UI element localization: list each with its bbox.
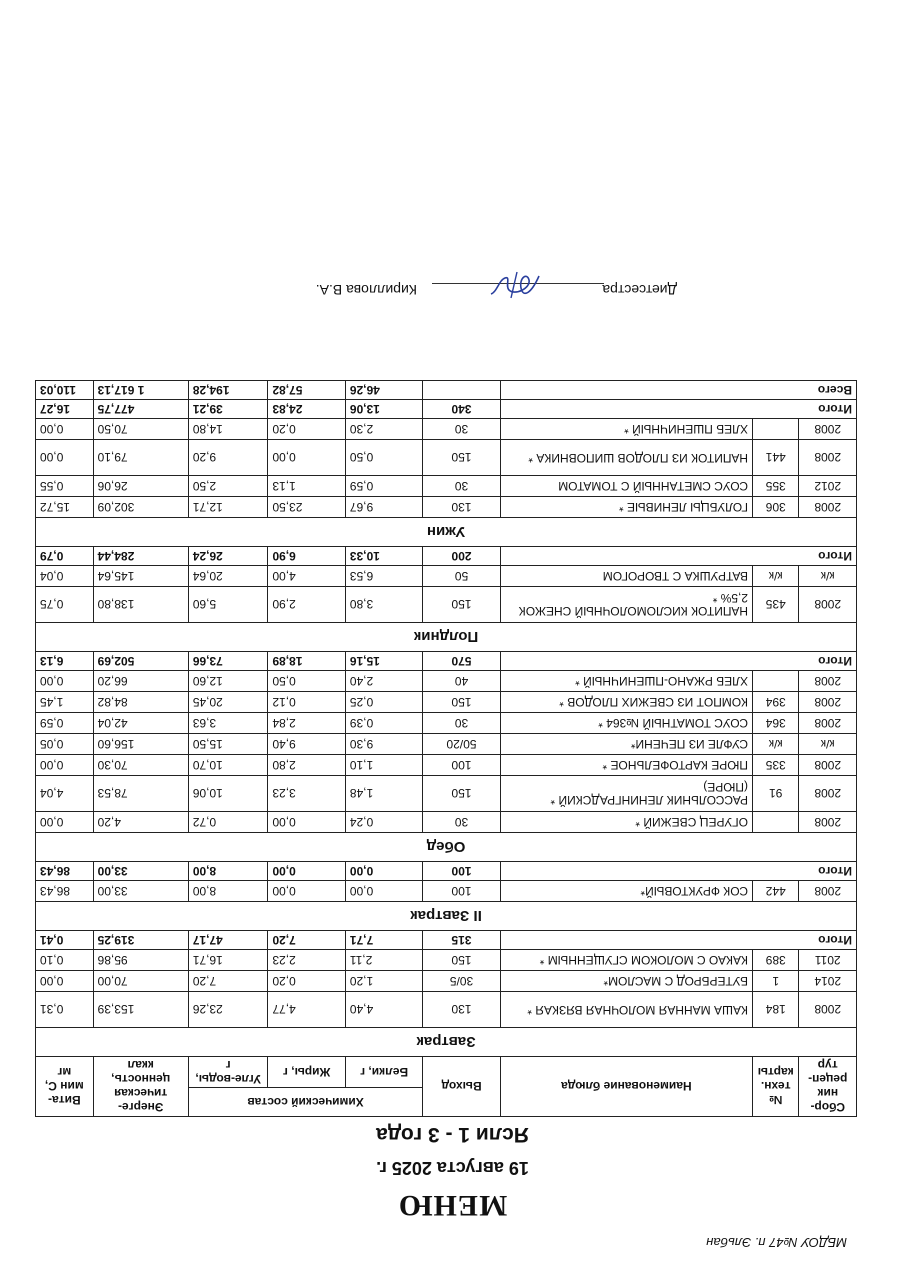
- dish-name-cell: ХЛЕБ РЖАНО-ПШЕНИЧНЫЙ *: [500, 671, 752, 692]
- header-collection: Сбор-ник рецеп-тур: [799, 1057, 857, 1117]
- collection-cell: 2014: [799, 971, 857, 992]
- vitamin-cell: 0,05: [36, 734, 94, 755]
- total-carbs: 47,17: [188, 931, 268, 950]
- collection-cell: 2008: [799, 497, 857, 518]
- fat-cell: 0,20: [268, 971, 345, 992]
- output-cell: 150: [423, 587, 500, 623]
- dish-name-cell: РАССОЛЬНИК ЛЕНИНГРАДСКИЙ * (ПЮРЕ): [500, 776, 752, 812]
- total-energy: 319,25: [93, 931, 188, 950]
- table-row: [36, 776, 857, 812]
- section-title: II Завтрак: [36, 902, 857, 931]
- dish-name-cell: СОУС СМЕТАННЫЙ С ТОМАТОМ: [500, 476, 752, 497]
- tech-card-cell: 394: [753, 692, 799, 713]
- total-protein: 10,33: [345, 547, 422, 566]
- grand-total-row: [36, 381, 857, 400]
- protein-cell: 2,40: [345, 671, 422, 692]
- output-cell: 50/20: [423, 734, 500, 755]
- table-row: [36, 497, 857, 518]
- dish-name-cell: КОМПОТ ИЗ СВЕЖИХ ПЛОДОВ *: [500, 692, 752, 713]
- output-cell: 150: [423, 440, 500, 476]
- total-energy: 284,44: [93, 547, 188, 566]
- dish-name-cell: КАКАО С МОЛОКОМ СГУЩЕННЫМ *: [500, 950, 752, 971]
- vitamin-cell: 86,43: [36, 881, 94, 902]
- total-label: Итого: [500, 862, 856, 881]
- protein-cell: 9,30: [345, 734, 422, 755]
- carbs-cell: 8,00: [188, 881, 268, 902]
- energy-cell: 42,04: [93, 713, 188, 734]
- table-header-row: [36, 1088, 857, 1117]
- total-fat: 24,83: [268, 400, 345, 419]
- table-row: [36, 713, 857, 734]
- energy-cell: 79,10: [93, 440, 188, 476]
- carbs-cell: 23,26: [188, 992, 268, 1028]
- menu-table: [35, 380, 857, 1117]
- energy-cell: 153,39: [93, 992, 188, 1028]
- total-carbs: 39,21: [188, 400, 268, 419]
- total-label: Итого: [500, 547, 856, 566]
- tech-card-cell: [753, 812, 799, 833]
- output-cell: 50: [423, 566, 500, 587]
- dish-name-cell: БУТЕРБРОД С МАСЛОМ*: [500, 971, 752, 992]
- signature-role: Диетсестра: [602, 282, 677, 298]
- output-cell: 30: [423, 812, 500, 833]
- table-row: [36, 692, 857, 713]
- fat-cell: 4,77: [268, 992, 345, 1028]
- vitamin-cell: 1,45: [36, 692, 94, 713]
- grand-total-section: [36, 381, 857, 400]
- protein-cell: 0,39: [345, 713, 422, 734]
- dish-name-cell: ОГУРЕЦ СВЕЖИЙ *: [500, 812, 752, 833]
- age-group: Ясли 1 - 3 года: [376, 1123, 529, 1146]
- total-output: 340: [423, 400, 500, 419]
- menu-date: 19 августа 2025 г.: [376, 1158, 529, 1178]
- vitamin-cell: 0,00: [36, 755, 94, 776]
- output-cell: 30: [423, 419, 500, 440]
- collection-cell: 2008: [799, 812, 857, 833]
- section-title: Обед: [36, 833, 857, 862]
- table-row: [36, 755, 857, 776]
- section-header-row: [36, 833, 857, 862]
- collection-cell: 2008: [799, 440, 857, 476]
- output-cell: 100: [423, 881, 500, 902]
- total-label: Итого: [500, 400, 856, 419]
- carbs-cell: 12,71: [188, 497, 268, 518]
- output-cell: 150: [423, 692, 500, 713]
- total-vitamin: 86,43: [36, 862, 94, 881]
- table-row: [36, 971, 857, 992]
- fat-cell: 0,20: [268, 419, 345, 440]
- section-header-row: [36, 623, 857, 652]
- header-energy: Энерге-тическая ценность, ккал: [93, 1057, 188, 1117]
- header-tech-card: № техн. карты: [753, 1057, 799, 1117]
- signature-name: Кириллова В.А.: [315, 282, 417, 298]
- dish-name-cell: ПЮРЕ КАРТОФЕЛЬНОЕ *: [500, 755, 752, 776]
- section-header-row: [36, 1028, 857, 1057]
- table-row: [36, 476, 857, 497]
- fat-cell: 4,00: [268, 566, 345, 587]
- carbs-cell: 20,64: [188, 566, 268, 587]
- header-fat: Жиры, г: [268, 1057, 345, 1088]
- dish-name-cell: СОК ФРУКТОВЫЙ*: [500, 881, 752, 902]
- output-cell: 30/5: [423, 971, 500, 992]
- protein-cell: 0,24: [345, 812, 422, 833]
- total-fat: 18,89: [268, 652, 345, 671]
- tech-card-cell: 91: [753, 776, 799, 812]
- table-row: [36, 734, 857, 755]
- energy-cell: 26,06: [93, 476, 188, 497]
- vitamin-cell: 0,10: [36, 950, 94, 971]
- protein-cell: 1,48: [345, 776, 422, 812]
- collection-cell: 2011: [799, 950, 857, 971]
- fat-cell: 0,00: [268, 812, 345, 833]
- total-fat: 0,00: [268, 862, 345, 881]
- carbs-cell: 7,20: [188, 971, 268, 992]
- carbs-cell: 5,60: [188, 587, 268, 623]
- grand-total-carbs: 194,28: [188, 381, 268, 400]
- protein-cell: 0,50: [345, 440, 422, 476]
- collection-cell: 2008: [799, 419, 857, 440]
- total-protein: 15,16: [345, 652, 422, 671]
- header-output: Выход: [423, 1057, 500, 1117]
- protein-cell: 3,80: [345, 587, 422, 623]
- collection-cell: 2008: [799, 992, 857, 1028]
- output-cell: 30: [423, 713, 500, 734]
- header-carbs: Угле-воды, г: [188, 1057, 268, 1088]
- dish-name-cell: СОУС ТОМАТНЫЙ №364 *: [500, 713, 752, 734]
- energy-cell: 33,00: [93, 881, 188, 902]
- total-label: Итого: [500, 931, 856, 950]
- output-cell: 130: [423, 992, 500, 1028]
- fat-cell: 0,50: [268, 671, 345, 692]
- collection-cell: 2008: [799, 776, 857, 812]
- output-cell: 30: [423, 476, 500, 497]
- energy-cell: 95,86: [93, 950, 188, 971]
- fat-cell: 3,23: [268, 776, 345, 812]
- total-vitamin: 0,79: [36, 547, 94, 566]
- protein-cell: 2,11: [345, 950, 422, 971]
- collection-cell: 2008: [799, 692, 857, 713]
- energy-cell: 70,00: [93, 971, 188, 992]
- tech-card-cell: 389: [753, 950, 799, 971]
- header-chem: Химический состав: [188, 1088, 423, 1117]
- vitamin-cell: 0,75: [36, 587, 94, 623]
- output-cell: 40: [423, 671, 500, 692]
- carbs-cell: 0,72: [188, 812, 268, 833]
- table-row: [36, 440, 857, 476]
- energy-cell: 4,20: [93, 812, 188, 833]
- tech-card-cell: 441: [753, 440, 799, 476]
- total-fat: 7,20: [268, 931, 345, 950]
- fat-cell: 1,13: [268, 476, 345, 497]
- energy-cell: 70,30: [93, 755, 188, 776]
- vitamin-cell: 0,00: [36, 812, 94, 833]
- section-title: Полдник: [36, 623, 857, 652]
- tech-card-cell: 1: [753, 971, 799, 992]
- total-energy: 477,75: [93, 400, 188, 419]
- institution-name: МБДОУ №47 п. Эльбан: [706, 1235, 847, 1250]
- protein-cell: 1,10: [345, 755, 422, 776]
- section-title: Завтрак: [36, 1028, 857, 1057]
- fat-cell: 2,80: [268, 755, 345, 776]
- energy-cell: 145,64: [93, 566, 188, 587]
- page-title: МЕНЮ: [397, 1189, 508, 1222]
- grand-total-protein: 46,26: [345, 381, 422, 400]
- dish-name-cell: НАПИТОК КИСЛОМОЛОЧНЫЙ СНЕЖОК 2,5% *: [500, 587, 752, 623]
- protein-cell: 0,59: [345, 476, 422, 497]
- tech-card-cell: [753, 671, 799, 692]
- total-output: 100: [423, 862, 500, 881]
- output-cell: 150: [423, 776, 500, 812]
- collection-cell: к/к: [799, 734, 857, 755]
- grand-total-output: [423, 381, 500, 400]
- vitamin-cell: 15,72: [36, 497, 94, 518]
- tech-card-cell: к/к: [753, 734, 799, 755]
- section-total-row: [36, 931, 857, 950]
- fat-cell: 0,00: [268, 440, 345, 476]
- vitamin-cell: 0,00: [36, 671, 94, 692]
- dish-name-cell: ГОЛУБЦЫ ЛЕНИВЫЕ *: [500, 497, 752, 518]
- collection-cell: 2008: [799, 881, 857, 902]
- dish-name-cell: ХЛЕБ ПШЕНИЧНЫЙ *: [500, 419, 752, 440]
- grand-total-energy: 1 617,13: [93, 381, 188, 400]
- protein-cell: 9,67: [345, 497, 422, 518]
- menu-body: [36, 400, 857, 1057]
- carbs-cell: 16,71: [188, 950, 268, 971]
- tech-card-cell: 442: [753, 881, 799, 902]
- protein-cell: 1,20: [345, 971, 422, 992]
- collection-cell: к/к: [799, 566, 857, 587]
- total-label: Итого: [500, 652, 856, 671]
- fat-cell: 23,50: [268, 497, 345, 518]
- section-header-row: [36, 518, 857, 547]
- energy-cell: 78,53: [93, 776, 188, 812]
- total-energy: 33,00: [93, 862, 188, 881]
- carbs-cell: 9,20: [188, 440, 268, 476]
- table-row: [36, 587, 857, 623]
- vitamin-cell: 0,31: [36, 992, 94, 1028]
- total-vitamin: 0,41: [36, 931, 94, 950]
- carbs-cell: 15,50: [188, 734, 268, 755]
- tech-card-cell: 306: [753, 497, 799, 518]
- output-cell: 150: [423, 950, 500, 971]
- vitamin-cell: 0,55: [36, 476, 94, 497]
- table-row: [36, 950, 857, 971]
- vitamin-cell: 0,59: [36, 713, 94, 734]
- dish-name-cell: СУФЛЕ ИЗ ПЕЧЕНИ*: [500, 734, 752, 755]
- total-protein: 13,06: [345, 400, 422, 419]
- dish-name-cell: ВАТРУШКА С ТВОРОГОМ: [500, 566, 752, 587]
- protein-cell: 0,00: [345, 881, 422, 902]
- handwritten-signature: [481, 268, 545, 302]
- tech-card-cell: [753, 419, 799, 440]
- protein-cell: 6,53: [345, 566, 422, 587]
- total-carbs: 26,24: [188, 547, 268, 566]
- carbs-cell: 12,60: [188, 671, 268, 692]
- table-row: [36, 671, 857, 692]
- carbs-cell: 3,63: [188, 713, 268, 734]
- output-cell: 130: [423, 497, 500, 518]
- tech-card-cell: 335: [753, 755, 799, 776]
- collection-cell: 2008: [799, 671, 857, 692]
- collection-cell: 2008: [799, 713, 857, 734]
- total-energy: 502,69: [93, 652, 188, 671]
- vitamin-cell: 0,04: [36, 566, 94, 587]
- section-title: Ужин: [36, 518, 857, 547]
- energy-cell: 70,50: [93, 419, 188, 440]
- collection-cell: 2012: [799, 476, 857, 497]
- dish-name-cell: НАПИТОК ИЗ ПЛОДОВ ШИПОВНИКА *: [500, 440, 752, 476]
- fat-cell: 0,00: [268, 881, 345, 902]
- fat-cell: 2,23: [268, 950, 345, 971]
- protein-cell: 0,25: [345, 692, 422, 713]
- section-total-row: [36, 400, 857, 419]
- output-cell: 100: [423, 755, 500, 776]
- energy-cell: 156,60: [93, 734, 188, 755]
- protein-cell: 2,30: [345, 419, 422, 440]
- tech-card-cell: 364: [753, 713, 799, 734]
- vitamin-cell: 4,04: [36, 776, 94, 812]
- table-row: [36, 881, 857, 902]
- header-dish-name: Наименование блюда: [500, 1057, 752, 1117]
- vitamin-cell: 0,00: [36, 440, 94, 476]
- vitamin-cell: 0,00: [36, 971, 94, 992]
- total-vitamin: 16,27: [36, 400, 94, 419]
- tech-card-cell: 355: [753, 476, 799, 497]
- total-vitamin: 6,13: [36, 652, 94, 671]
- grand-total-label: Всего: [500, 381, 856, 400]
- vitamin-cell: 0,00: [36, 419, 94, 440]
- carbs-cell: 20,45: [188, 692, 268, 713]
- energy-cell: 84,82: [93, 692, 188, 713]
- table-row: [36, 419, 857, 440]
- total-output: 570: [423, 652, 500, 671]
- tech-card-cell: к/к: [753, 566, 799, 587]
- table-row: [36, 992, 857, 1028]
- grand-total-vitamin: 110,03: [36, 381, 94, 400]
- collection-cell: 2008: [799, 755, 857, 776]
- protein-cell: 4,40: [345, 992, 422, 1028]
- energy-cell: 66,20: [93, 671, 188, 692]
- section-total-row: [36, 862, 857, 881]
- fat-cell: 0,12: [268, 692, 345, 713]
- carbs-cell: 10,06: [188, 776, 268, 812]
- header-vitamin: Вита-мин С, мг: [36, 1057, 94, 1117]
- grand-total-fat: 57,82: [268, 381, 345, 400]
- table-row: [36, 812, 857, 833]
- fat-cell: 2,90: [268, 587, 345, 623]
- energy-cell: 138,80: [93, 587, 188, 623]
- total-protein: 7,71: [345, 931, 422, 950]
- energy-cell: 302,09: [93, 497, 188, 518]
- carbs-cell: 2,50: [188, 476, 268, 497]
- tech-card-cell: 435: [753, 587, 799, 623]
- collection-cell: 2008: [799, 587, 857, 623]
- section-header-row: [36, 902, 857, 931]
- fat-cell: 9,40: [268, 734, 345, 755]
- total-carbs: 73,66: [188, 652, 268, 671]
- total-output: 200: [423, 547, 500, 566]
- total-output: 315: [423, 931, 500, 950]
- dish-name-cell: КАША МАННАЯ МОЛОЧНАЯ ВЯЗКАЯ *: [500, 992, 752, 1028]
- fat-cell: 2,84: [268, 713, 345, 734]
- header-protein: Белки, г: [345, 1057, 422, 1088]
- section-total-row: [36, 547, 857, 566]
- tech-card-cell: 184: [753, 992, 799, 1028]
- total-fat: 6,90: [268, 547, 345, 566]
- carbs-cell: 14,80: [188, 419, 268, 440]
- total-carbs: 8,00: [188, 862, 268, 881]
- total-protein: 0,00: [345, 862, 422, 881]
- table-row: [36, 566, 857, 587]
- carbs-cell: 10,70: [188, 755, 268, 776]
- section-total-row: [36, 652, 857, 671]
